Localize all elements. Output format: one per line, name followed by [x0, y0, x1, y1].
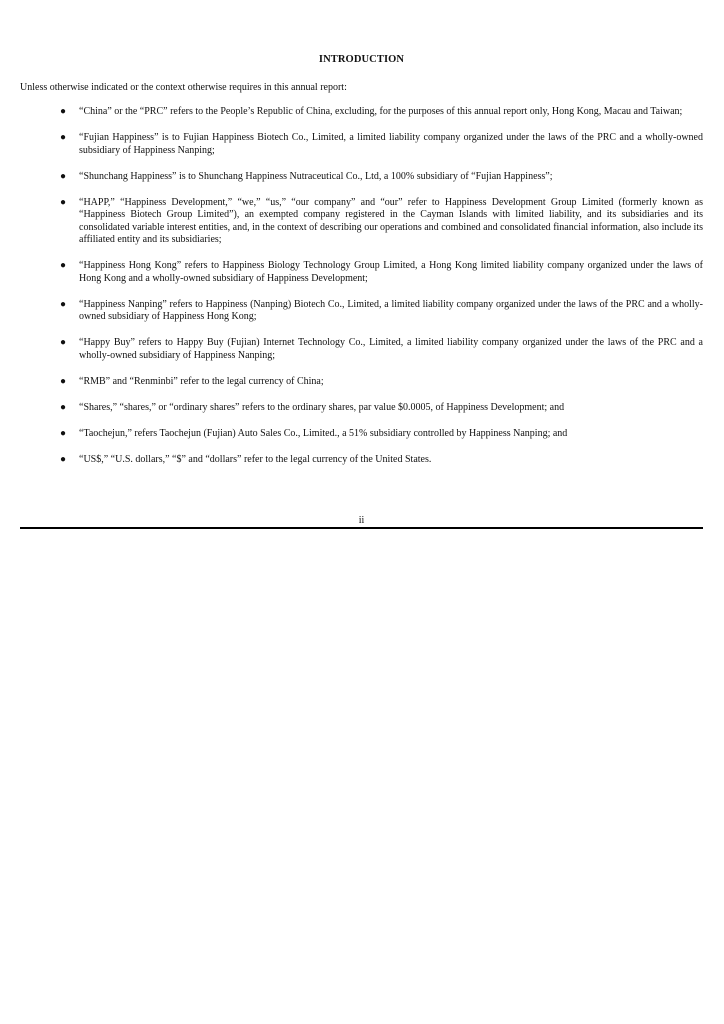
- definition-text: “US$,” “U.S. dollars,” “$” and “dollars” refer to the legal currency of the United States.: [79, 454, 432, 465]
- definition-item: [20, 132, 703, 157]
- bullet-icon: ●: [60, 376, 67, 388]
- definition-item: [20, 197, 703, 247]
- definition-text: “Taochejun,” refers Taochejun (Fujian) Auto Sales Co., Limited., a 51% subsidiary controlled by Happiness Nanping; and: [79, 428, 568, 440]
- definition-text: “RMB” and “Renminbi” refer to the legal currency of China;: [79, 376, 324, 388]
- bullet-icon: ●: [60, 131, 67, 143]
- definition-text: “Happiness Hong Kong” refers to Happiness Biology Technology Group Limited, a Hong Kong limited liability company organized under the laws of Hong Kong and a wholly-owned subsidiary of Happiness Development;: [79, 260, 703, 284]
- bullet-icon: ●: [60, 170, 67, 182]
- definition-text: “Shunchang Happiness” is to Shunchang Happiness Nutraceutical Co., Ltd, a 100% subsidiary of “Fujian Happiness”;: [79, 170, 553, 182]
- footer-divider: [20, 527, 703, 529]
- bullet-icon: ●: [60, 106, 67, 117]
- section-title: INTRODUCTION: [318, 54, 405, 65]
- definition-item: [20, 299, 703, 324]
- bullet-icon: ●: [60, 260, 67, 272]
- bullet-icon: ●: [60, 402, 67, 414]
- bullet-icon: ●: [60, 298, 67, 310]
- definitions-list: [20, 106, 703, 480]
- definition-text: “HAPP,” “Happiness Development,” “we,” “us,” “our company” and “our” refer to Happiness Development Group Limited (formerly known as “Happiness Biotech Group Limited”), an exempted company registered in the Cayman Islands with limited liability, and its subsidiaries and its consolidated variable interest entities, and, in the context of describing our operations and combined and consolidated financial information, also include its affiliated entity and its subsidiaries;: [79, 196, 703, 246]
- page-number: ii: [358, 515, 365, 526]
- bullet-icon: ●: [60, 337, 67, 349]
- definition-text: “China” or the “PRC” refers to the People’s Republic of China, excluding, for the purposes of this annual report only, Hong Kong, Macau and Taiwan;: [79, 106, 683, 117]
- definition-text: “Happy Buy” refers to Happy Buy (Fujian) Internet Technology Co., Limited, a limited liability company organized under the laws of the PRC and a wholly-owned subsidiary of Happiness Nanping;: [79, 337, 703, 362]
- bullet-icon: ●: [60, 454, 67, 465]
- definition-text: “Happiness Nanping” refers to Happiness (Nanping) Biotech Co., Limited, a limited liability company organized under the laws of the PRC and a wholly-owned subsidiary of Happiness Hong Kong;: [79, 298, 703, 323]
- definition-item: [20, 171, 703, 184]
- definition-text: “Fujian Happiness” is to Fujian Happiness Biotech Co., Limited, a limited liability company organized under the laws of the PRC and a wholly-owned subsidiary of Happiness Nanping;: [79, 131, 703, 156]
- definition-item: [20, 376, 703, 389]
- bullet-icon: ●: [60, 196, 67, 208]
- definition-item: [20, 402, 703, 415]
- definition-item: [20, 428, 703, 441]
- bullet-icon: ●: [60, 428, 67, 440]
- definition-item: [20, 260, 703, 285]
- definition-item: [20, 337, 703, 362]
- intro-paragraph: Unless otherwise indicated or the context otherwise requires in this annual report:: [20, 82, 347, 93]
- definition-item: [20, 454, 703, 467]
- definition-item: [20, 106, 703, 119]
- definition-text: “Shares,” “shares,” or “ordinary shares” refers to the ordinary shares, par value $0.0005, of Happiness Development; and: [79, 402, 565, 414]
